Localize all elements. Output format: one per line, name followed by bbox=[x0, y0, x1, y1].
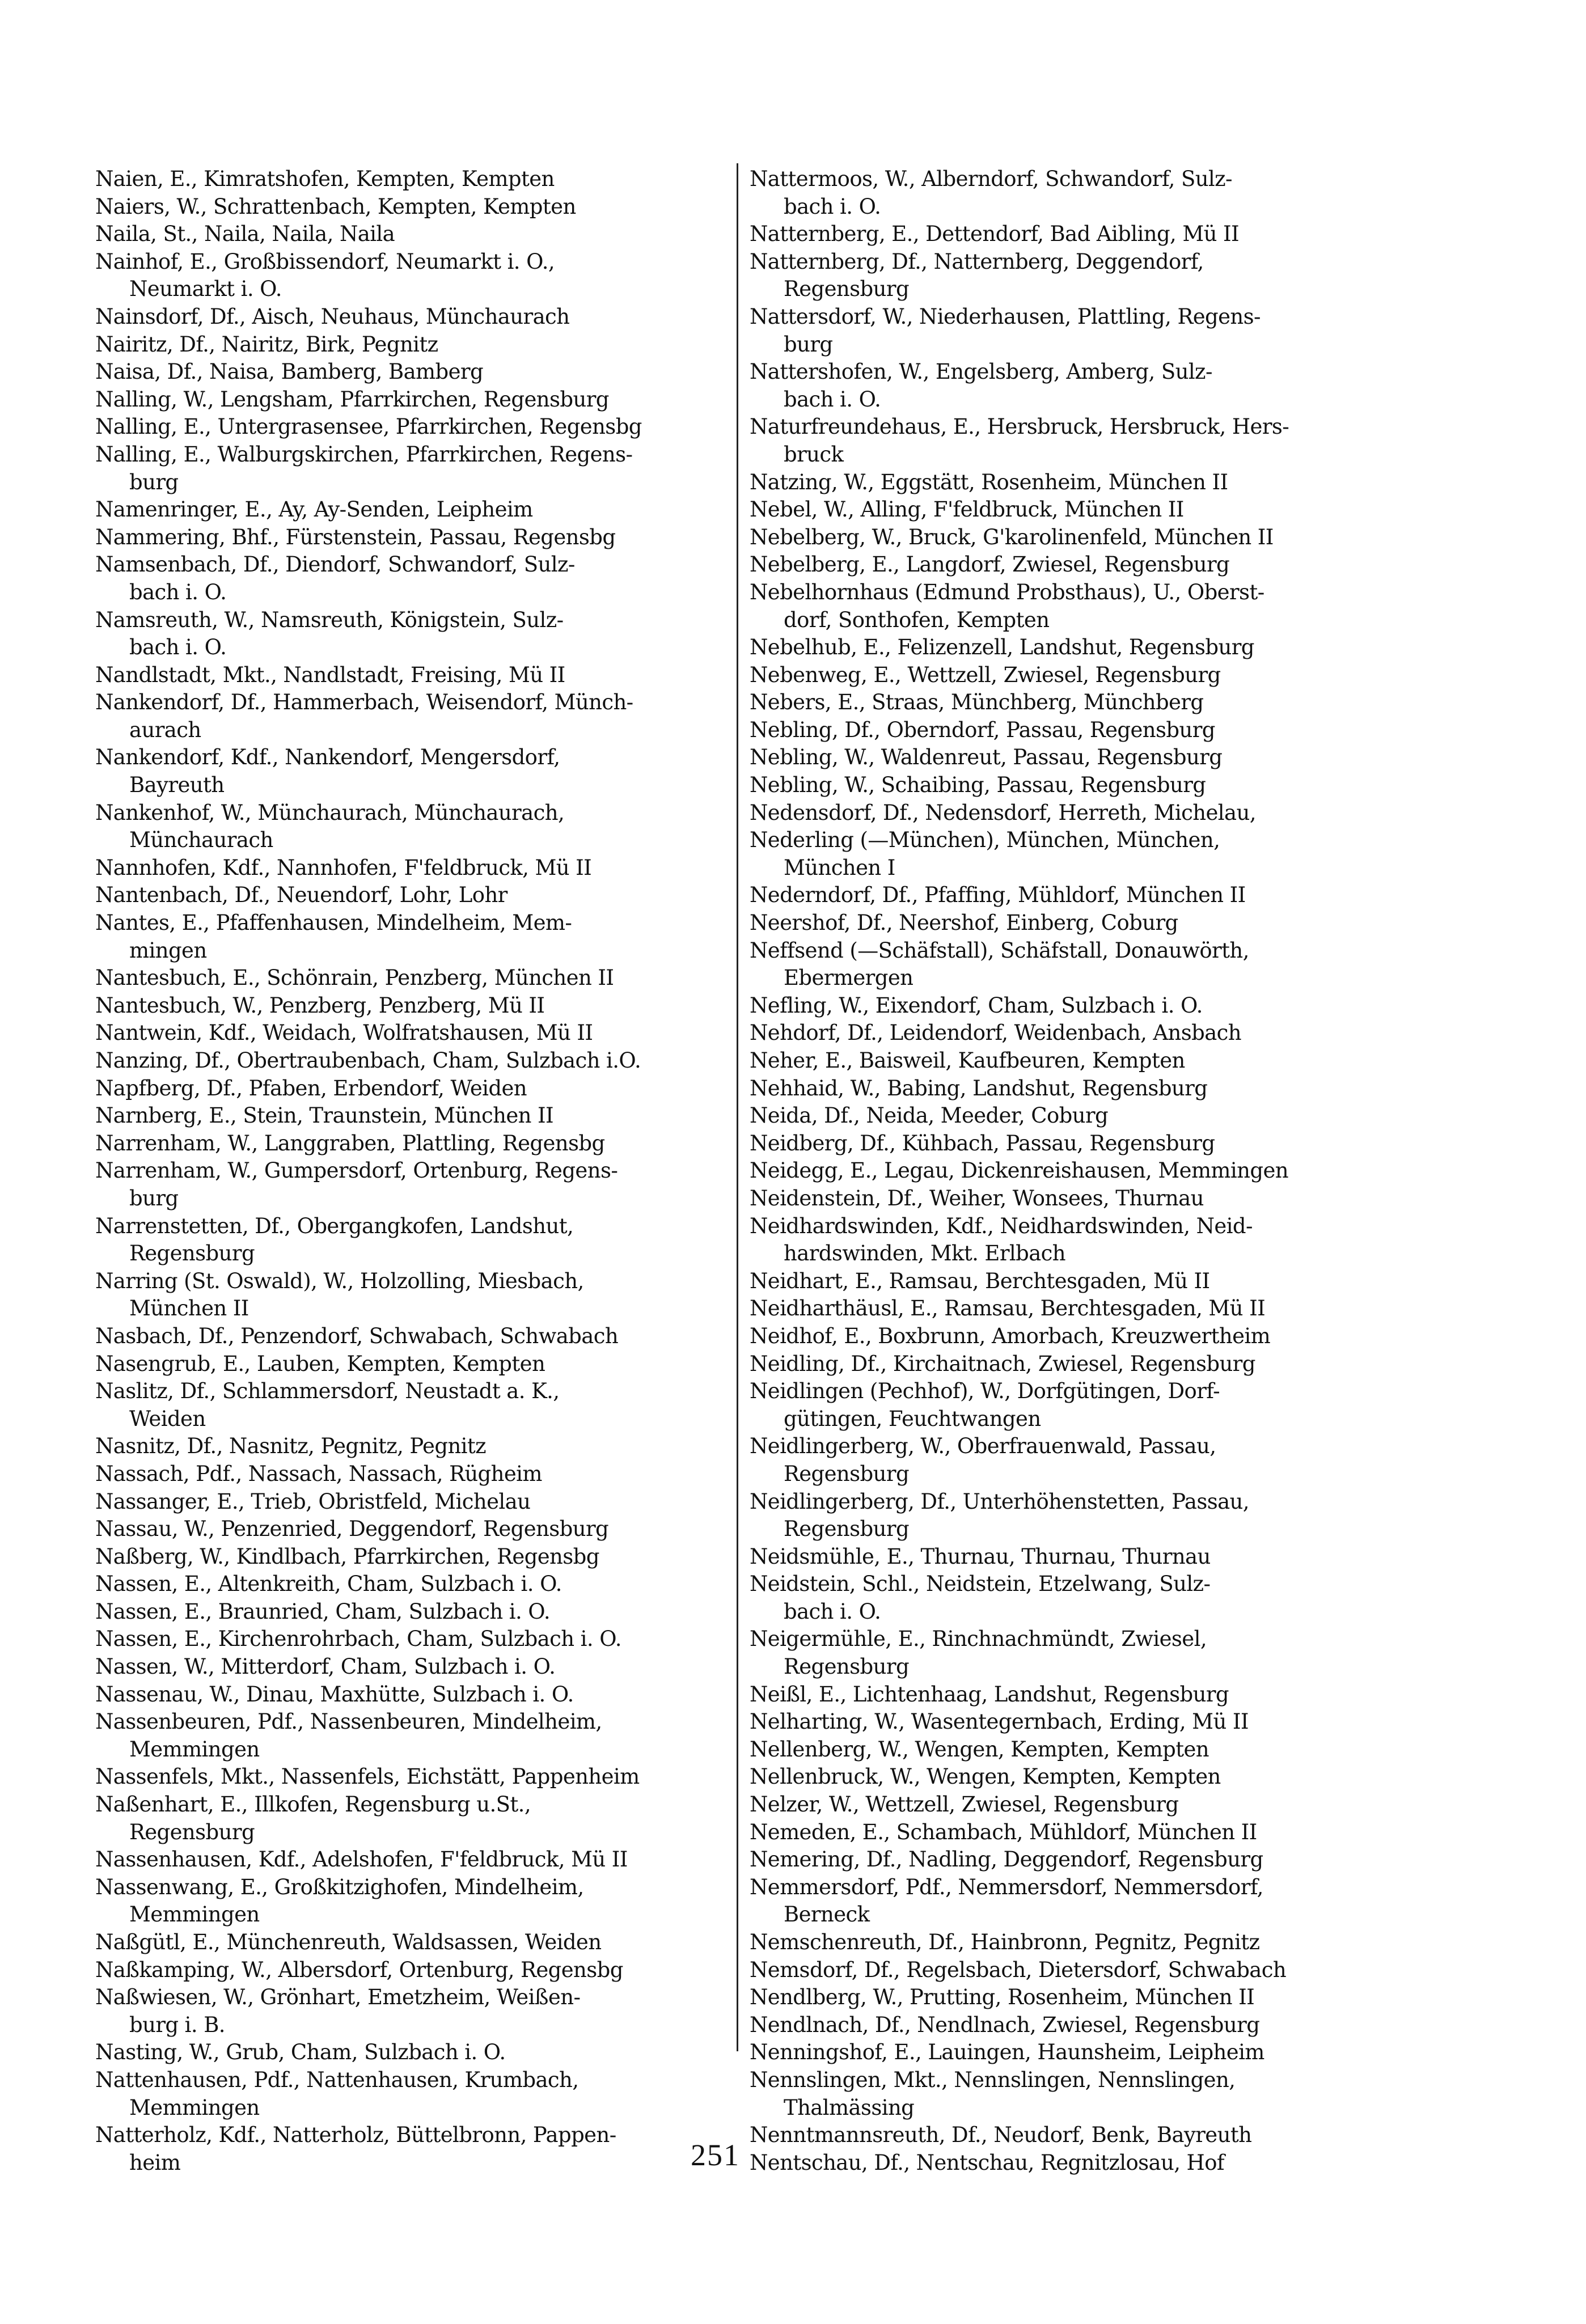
gazetteer-entry bbox=[750, 1323, 1481, 1351]
entry-continuation: Weiden bbox=[129, 1406, 206, 1431]
entry-text: Nellenbruck, W., Wengen, Kempten, Kempten bbox=[750, 1764, 1221, 1789]
column-divider bbox=[737, 163, 738, 2051]
entry-continuation: Ebermergen bbox=[784, 966, 913, 990]
entry-text: Natternberg, E., Dettendorf, Bad Aibling, Mü II bbox=[750, 222, 1240, 247]
gazetteer-entry bbox=[750, 882, 1481, 909]
gazetteer-entry bbox=[750, 1929, 1481, 1957]
gazetteer-entry bbox=[95, 358, 728, 386]
gazetteer-entry bbox=[95, 386, 728, 414]
entry-text: Nalling, E., Untergrasensee, Pfarrkirchen, Regensbg bbox=[95, 414, 642, 439]
page-number: 251 bbox=[691, 2138, 740, 2172]
entry-text: Nassanger, E., Trieb, Obristfeld, Michelau bbox=[95, 1489, 531, 1514]
gazetteer-entry bbox=[750, 1075, 1481, 1103]
entry-text: Natternberg, Df., Natternberg, Deggendorf, bbox=[750, 249, 1204, 274]
entry-text: Narrenham, W., Gumpersdorf, Ortenburg, Regens- bbox=[95, 1158, 618, 1183]
entry-text: Nassen, E., Altenkreith, Cham, Sulzbach i. O. bbox=[95, 1572, 562, 1597]
gazetteer-entry bbox=[750, 1488, 1481, 1543]
entry-text: Nainsdorf, Df., Aisch, Neuhaus, Münchaurach bbox=[95, 304, 570, 329]
gazetteer-entry bbox=[95, 551, 728, 606]
gazetteer-entry bbox=[750, 221, 1481, 248]
entry-continuation: München I bbox=[784, 855, 895, 880]
entry-continuation: Thalmässing bbox=[784, 2095, 915, 2120]
gazetteer-entry bbox=[750, 1268, 1481, 1296]
gazetteer-entry bbox=[95, 689, 728, 744]
gazetteer-entry bbox=[95, 992, 728, 1020]
entry-continuation: Regensburg bbox=[784, 1461, 910, 1486]
entry-text: Nemering, Df., Nadling, Deggendorf, Regensburg bbox=[750, 1847, 1263, 1872]
entry-text: Nairitz, Df., Nairitz, Birk, Pegnitz bbox=[95, 332, 438, 357]
entry-text: Nebelberg, W., Bruck, G'karolinenfeld, München II bbox=[750, 524, 1274, 549]
entry-text: Nassau, W., Penzenried, Deggendorf, Regensburg bbox=[95, 1517, 609, 1542]
entry-continuation: hardswinden, Mkt. Erlbach bbox=[784, 1241, 1066, 1266]
gazetteer-entry bbox=[95, 1461, 728, 1488]
entry-text: Nassenfels, Mkt., Nassenfels, Eichstätt, Pappenheim bbox=[95, 1764, 640, 1789]
gazetteer-entry bbox=[750, 1625, 1481, 1680]
entry-text: Neidlingen (Pechhof), W., Dorfgütingen, Dorf- bbox=[750, 1379, 1220, 1404]
gazetteer-entry bbox=[95, 331, 728, 359]
entry-text: Nalling, W., Lengsham, Pfarrkirchen, Regensburg bbox=[95, 387, 609, 412]
gazetteer-entry bbox=[750, 662, 1481, 689]
entry-text: Nasbach, Df., Penzendorf, Schwabach, Schwabach bbox=[95, 1323, 619, 1348]
entry-text: Nantwein, Kdf., Weidach, Wolfratshausen, Mü II bbox=[95, 1021, 593, 1045]
entry-text: Nattermoos, W., Alberndorf, Schwandorf, Sulz- bbox=[750, 167, 1232, 191]
entry-text: Nassen, E., Kirchenrohrbach, Cham, Sulzbach i. O. bbox=[95, 1627, 621, 1652]
entry-text: Neher, E., Baisweil, Kaufbeuren, Kempten bbox=[750, 1048, 1185, 1073]
entry-continuation: gütingen, Feuchtwangen bbox=[784, 1406, 1041, 1431]
entry-text: Nenningshof, E., Lauingen, Haunsheim, Leipheim bbox=[750, 2040, 1264, 2065]
gazetteer-entry bbox=[95, 607, 728, 662]
entry-text: Nebling, W., Waldenreut, Passau, Regensburg bbox=[750, 745, 1223, 770]
entry-text: Nassenwang, E., Großkitzighofen, Mindelheim, bbox=[95, 1874, 584, 1899]
entry-text: Naßkamping, W., Albersdorf, Ortenburg, Regensbg bbox=[95, 1957, 623, 1982]
entry-text: Nassen, E., Braunried, Cham, Sulzbach i. O. bbox=[95, 1599, 551, 1624]
entry-text: Nefling, W., Eixendorf, Cham, Sulzbach i. O. bbox=[750, 993, 1203, 1018]
gazetteer-entry bbox=[95, 1653, 728, 1681]
entry-text: Napfberg, Df., Pfaben, Erbendorf, Weiden bbox=[95, 1076, 527, 1100]
entry-text: Nankendorf, Df., Hammerbach, Weisendorf, Münch- bbox=[95, 690, 633, 715]
entry-text: Nelharting, W., Wasentegernbach, Erding, Mü II bbox=[750, 1709, 1249, 1734]
entry-text: Nammering, Bhf., Fürstenstein, Passau, Regensbg bbox=[95, 524, 616, 549]
entry-continuation: bach i. O. bbox=[129, 635, 227, 660]
entry-text: Nassenau, W., Dinau, Maxhütte, Sulzbach i. O. bbox=[95, 1682, 574, 1707]
gazetteer-entry bbox=[750, 1185, 1481, 1213]
gazetteer-entry bbox=[95, 524, 728, 552]
entry-continuation: bach i. O. bbox=[129, 579, 227, 604]
gazetteer-entry bbox=[750, 166, 1481, 221]
gazetteer-entry bbox=[95, 248, 728, 303]
gazetteer-entry bbox=[95, 1102, 728, 1130]
entry-text: Neidhardswinden, Kdf., Neidhardswinden, Neid- bbox=[750, 1213, 1253, 1238]
entry-text: Neidhof, E., Boxbrunn, Amorbach, Kreuzwertheim bbox=[750, 1323, 1271, 1348]
gazetteer-entry bbox=[750, 524, 1481, 552]
gazetteer-entry bbox=[95, 2067, 728, 2122]
entry-text: Neidstein, Schl., Neidstein, Etzelwang, Sulz- bbox=[750, 1572, 1211, 1597]
gazetteer-entry bbox=[95, 1323, 728, 1351]
gazetteer-entry bbox=[95, 1543, 728, 1571]
gazetteer-entry bbox=[750, 1351, 1481, 1378]
entry-continuation: Bayreuth bbox=[129, 773, 225, 798]
entry-continuation: bach i. O. bbox=[784, 1599, 881, 1624]
gazetteer-entry bbox=[95, 1681, 728, 1709]
entry-text: Nebelhub, E., Felizenzell, Landshut, Regensburg bbox=[750, 635, 1254, 660]
entry-continuation: burg bbox=[784, 332, 833, 357]
entry-text: Nasnitz, Df., Nasnitz, Pegnitz, Pegnitz bbox=[95, 1434, 487, 1459]
entry-text: Nasengrub, E., Lauben, Kempten, Kempten bbox=[95, 1351, 545, 1376]
entry-continuation: burg bbox=[129, 1186, 179, 1210]
entry-text: Nemmersdorf, Pdf., Nemmersdorf, Nemmersdorf, bbox=[750, 1874, 1263, 1899]
entry-text: Nebenweg, E., Wettzell, Zwiesel, Regensburg bbox=[750, 662, 1221, 687]
entry-text: Namsenbach, Df., Diendorf, Schwandorf, Sulz- bbox=[95, 552, 575, 577]
gazetteer-entry bbox=[95, 496, 728, 524]
gazetteer-entry bbox=[750, 551, 1481, 579]
gazetteer-entry bbox=[95, 1984, 728, 2039]
entry-continuation: München II bbox=[129, 1296, 249, 1321]
entry-text: Naien, E., Kimratshofen, Kempten, Kempten bbox=[95, 167, 555, 191]
gazetteer-entry bbox=[95, 744, 728, 799]
entry-text: Neidling, Df., Kirchaitnach, Zwiesel, Regensburg bbox=[750, 1351, 1255, 1376]
entry-text: Naturfreundehaus, E., Hersbruck, Hersbruck, Hers- bbox=[750, 414, 1289, 439]
gazetteer-entry bbox=[750, 909, 1481, 937]
gazetteer-entry bbox=[95, 166, 728, 193]
gazetteer-entry bbox=[95, 1488, 728, 1516]
entry-text: Nemschenreuth, Df., Hainbronn, Pegnitz, Pegnitz bbox=[750, 1930, 1260, 1954]
gazetteer-entry bbox=[750, 772, 1481, 799]
gazetteer-entry bbox=[95, 1846, 728, 1874]
gazetteer-entry bbox=[750, 717, 1481, 744]
gazetteer-entry bbox=[750, 1571, 1481, 1625]
gazetteer-entry bbox=[95, 1019, 728, 1047]
entry-text: Nasting, W., Grub, Cham, Sulzbach i. O. bbox=[95, 2040, 506, 2065]
gazetteer-entry bbox=[95, 1957, 728, 1984]
gazetteer-entry bbox=[95, 964, 728, 992]
gazetteer-entry bbox=[95, 854, 728, 882]
entry-continuation: Berneck bbox=[784, 1902, 870, 1927]
entry-text: Naßberg, W., Kindlbach, Pfarrkirchen, Regensbg bbox=[95, 1544, 599, 1569]
gazetteer-entry bbox=[95, 1571, 728, 1598]
entry-text: Natzing, W., Eggstätt, Rosenheim, München II bbox=[750, 469, 1228, 494]
entry-text: Neidberg, Df., Kühbach, Passau, Regensburg bbox=[750, 1131, 1215, 1155]
gazetteer-entry bbox=[750, 1378, 1481, 1433]
gazetteer-entry bbox=[750, 1047, 1481, 1075]
entry-text: Nantesbuch, E., Schönrain, Penzberg, München II bbox=[95, 966, 614, 990]
entry-text: Nendlberg, W., Prutting, Rosenheim, München II bbox=[750, 1985, 1255, 2010]
gazetteer-entry bbox=[750, 1819, 1481, 1847]
entry-continuation: Memmingen bbox=[129, 1737, 260, 1762]
gazetteer-entry bbox=[750, 1295, 1481, 1323]
entry-text: Nemeden, E., Schambach, Mühldorf, München II bbox=[750, 1819, 1257, 1844]
gazetteer-entry bbox=[750, 579, 1481, 634]
entry-text: Neershof, Df., Neershof, Einberg, Coburg bbox=[750, 911, 1178, 935]
entry-text: Namsreuth, W., Namsreuth, Königstein, Sulz- bbox=[95, 607, 564, 632]
entry-text: Narring (St. Oswald), W., Holzolling, Miesbach, bbox=[95, 1268, 584, 1293]
entry-text: Nederling (—München), München, München, bbox=[750, 828, 1220, 853]
gazetteer-entry bbox=[95, 441, 728, 496]
entry-text: Nattersdorf, W., Niederhausen, Plattling, Regens- bbox=[750, 304, 1261, 329]
left-column bbox=[95, 166, 728, 2177]
entry-continuation: bach i. O. bbox=[784, 194, 881, 219]
gazetteer-entry bbox=[750, 2122, 1481, 2149]
entry-continuation: aurach bbox=[129, 717, 201, 742]
gazetteer-entry bbox=[750, 937, 1481, 992]
gazetteer-entry bbox=[95, 1433, 728, 1461]
entry-text: Naisa, Df., Naisa, Bamberg, Bamberg bbox=[95, 359, 484, 384]
gazetteer-entry bbox=[750, 358, 1481, 413]
entry-text: Narrenham, W., Langgraben, Plattling, Regensbg bbox=[95, 1131, 605, 1155]
entry-text: Naßenhart, E., Illkofen, Regensburg u.St., bbox=[95, 1792, 531, 1817]
entry-text: Neidharthäusl, E., Ramsau, Berchtesgaden, Mü II bbox=[750, 1296, 1266, 1321]
gazetteer-entry bbox=[750, 1157, 1481, 1185]
entry-text: Nederndorf, Df., Pfaffing, Mühldorf, München II bbox=[750, 883, 1246, 908]
entry-continuation: bach i. O. bbox=[784, 387, 881, 412]
entry-text: Nedensdorf, Df., Nedensdorf, Herreth, Michelau, bbox=[750, 800, 1256, 825]
gazetteer-entry bbox=[95, 1708, 728, 1763]
entry-text: Nentschau, Df., Nentschau, Regnitzlosau, Hof bbox=[750, 2150, 1224, 2175]
entry-text: Nantenbach, Df., Neuendorf, Lohr, Lohr bbox=[95, 883, 507, 908]
gazetteer-entry bbox=[95, 1625, 728, 1653]
gazetteer-entry bbox=[95, 1598, 728, 1626]
entry-text: Nebelhornhaus (Edmund Probsthaus), U., Oberst- bbox=[750, 579, 1264, 604]
gazetteer-entry bbox=[95, 193, 728, 221]
gazetteer-entry bbox=[750, 799, 1481, 827]
gazetteer-entry bbox=[750, 1102, 1481, 1130]
entry-text: Nattenhausen, Pdf., Nattenhausen, Krumbach, bbox=[95, 2067, 579, 2092]
gazetteer-entry bbox=[750, 1543, 1481, 1571]
gazetteer-entry bbox=[750, 248, 1481, 303]
entry-continuation: Neumarkt i. O. bbox=[129, 277, 282, 302]
entry-text: Nannhofen, Kdf., Nannhofen, F'feldbruck, Mü II bbox=[95, 855, 592, 880]
gazetteer-entry bbox=[95, 1130, 728, 1158]
gazetteer-entry bbox=[750, 1846, 1481, 1874]
gazetteer-entry bbox=[95, 2122, 728, 2177]
gazetteer-entry bbox=[750, 1213, 1481, 1268]
gazetteer-entry bbox=[750, 469, 1481, 497]
entry-text: Nantes, E., Pfaffenhausen, Mindelheim, Mem- bbox=[95, 911, 572, 935]
gazetteer-entry bbox=[750, 634, 1481, 662]
gazetteer-entry bbox=[750, 2149, 1481, 2177]
entry-continuation: Regensburg bbox=[129, 1819, 255, 1844]
entry-text: Nenntmannsreuth, Df., Neudorf, Benk, Bayreuth bbox=[750, 2123, 1252, 2148]
entry-continuation: Regensburg bbox=[784, 1517, 910, 1542]
entry-text: Neffsend (—Schäfstall), Schäfstall, Donauwörth, bbox=[750, 938, 1249, 963]
gazetteer-entry bbox=[750, 992, 1481, 1020]
gazetteer-entry bbox=[95, 909, 728, 964]
gazetteer-entry bbox=[95, 1047, 728, 1075]
gazetteer-entry bbox=[95, 799, 728, 854]
gazetteer-entry bbox=[95, 1351, 728, 1378]
entry-continuation: Münchaurach bbox=[129, 828, 273, 853]
gazetteer-entry bbox=[95, 413, 728, 441]
entry-continuation: mingen bbox=[129, 938, 207, 963]
gazetteer-entry bbox=[750, 2039, 1481, 2067]
entry-text: Nandlstadt, Mkt., Nandlstadt, Freising, Mü II bbox=[95, 662, 565, 687]
entry-text: Neidenstein, Df., Weiher, Wonsees, Thurnau bbox=[750, 1186, 1204, 1210]
gazetteer-entry bbox=[95, 882, 728, 909]
entry-text: Neidsmühle, E., Thurnau, Thurnau, Thurnau bbox=[750, 1544, 1211, 1569]
entry-text: Nanzing, Df., Obertraubenbach, Cham, Sulzbach i.O. bbox=[95, 1048, 641, 1073]
gazetteer-entry bbox=[750, 1874, 1481, 1929]
gazetteer-entry bbox=[95, 1929, 728, 1957]
entry-text: Nassenbeuren, Pdf., Nassenbeuren, Mindelheim, bbox=[95, 1709, 602, 1734]
entry-continuation: burg bbox=[129, 469, 179, 494]
gazetteer-entry bbox=[750, 2012, 1481, 2039]
entry-text: Neidegg, E., Legau, Dickenreishausen, Memmingen bbox=[750, 1158, 1288, 1183]
entry-continuation: heim bbox=[129, 2150, 181, 2175]
entry-continuation: dorf, Sonthofen, Kempten bbox=[784, 607, 1050, 632]
entry-text: Naßwiesen, W., Grönhart, Emetzheim, Weißen- bbox=[95, 1985, 581, 2010]
entry-text: Naßgütl, E., Münchenreuth, Waldsassen, Weiden bbox=[95, 1930, 602, 1954]
entry-text: Naslitz, Df., Schlammersdorf, Neustadt a. K., bbox=[95, 1379, 560, 1404]
gazetteer-entry bbox=[750, 496, 1481, 524]
gazetteer-entry bbox=[750, 303, 1481, 358]
gazetteer-entry bbox=[750, 1984, 1481, 2012]
gazetteer-entry bbox=[95, 1157, 728, 1212]
right-column bbox=[750, 166, 1481, 2177]
entry-text: Narnberg, E., Stein, Traunstein, München II bbox=[95, 1103, 554, 1128]
entry-text: Nassach, Pdf., Nassach, Nassach, Rügheim bbox=[95, 1461, 542, 1486]
gazetteer-entry bbox=[95, 1268, 728, 1323]
entry-text: Namenringer, E., Ay, Ay-Senden, Leipheim bbox=[95, 497, 533, 522]
entry-text: Neidlingerberg, Df., Unterhöhenstetten, Passau, bbox=[750, 1489, 1249, 1514]
gazetteer-entry bbox=[750, 1763, 1481, 1791]
entry-text: Neidhart, E., Ramsau, Berchtesgaden, Mü II bbox=[750, 1268, 1210, 1293]
entry-text: Nantesbuch, W., Penzberg, Penzberg, Mü II bbox=[95, 993, 545, 1018]
gazetteer-entry bbox=[750, 1681, 1481, 1709]
entry-text: Nebel, W., Alling, F'feldbruck, München II bbox=[750, 497, 1184, 522]
entry-text: Narrenstetten, Df., Obergangkofen, Landshut, bbox=[95, 1213, 574, 1238]
gazetteer-entry bbox=[750, 1130, 1481, 1158]
entry-continuation: Memmingen bbox=[129, 1902, 260, 1927]
entry-text: Nehhaid, W., Babing, Landshut, Regensburg bbox=[750, 1076, 1208, 1100]
entry-text: Nattershofen, W., Engelsberg, Amberg, Sulz- bbox=[750, 359, 1212, 384]
entry-text: Nellenberg, W., Wengen, Kempten, Kempten bbox=[750, 1737, 1209, 1762]
gazetteer-entry bbox=[95, 662, 728, 689]
entry-continuation: Regensburg bbox=[784, 277, 910, 302]
gazetteer-entry bbox=[95, 1791, 728, 1846]
gazetteer-entry bbox=[750, 413, 1481, 468]
entry-continuation: Regensburg bbox=[129, 1241, 255, 1266]
gazetteer-entry bbox=[750, 689, 1481, 717]
entry-text: Nainhof, E., Großbissendorf, Neumarkt i. O., bbox=[95, 249, 555, 274]
entry-continuation: Regensburg bbox=[784, 1654, 910, 1679]
gazetteer-entry bbox=[95, 1874, 728, 1929]
gazetteer-entry bbox=[95, 1516, 728, 1543]
entry-text: Nebelberg, E., Langdorf, Zwiesel, Regensburg bbox=[750, 552, 1230, 577]
entry-text: Nebers, E., Straas, Münchberg, Münchberg bbox=[750, 690, 1204, 715]
entry-text: Nebling, W., Schaibing, Passau, Regensburg bbox=[750, 773, 1206, 798]
entry-text: Nelzer, W., Wettzell, Zwiesel, Regensburg bbox=[750, 1792, 1179, 1817]
gazetteer-entry bbox=[95, 1075, 728, 1103]
entry-text: Nankenhof, W., Münchaurach, Münchaurach, bbox=[95, 800, 565, 825]
gazetteer-entry bbox=[750, 1736, 1481, 1764]
gazetteer-entry bbox=[750, 1019, 1481, 1047]
entry-text: Nemsdorf, Df., Regelsbach, Dietersdorf, Schwabach bbox=[750, 1957, 1287, 1982]
gazetteer-entry bbox=[750, 744, 1481, 772]
gazetteer-entry bbox=[95, 2039, 728, 2067]
entry-text: Naila, St., Naila, Naila, Naila bbox=[95, 222, 395, 247]
gazetteer-entry bbox=[95, 1763, 728, 1791]
gazetteer-entry bbox=[750, 1433, 1481, 1488]
gazetteer-entry bbox=[750, 2067, 1481, 2122]
entry-text: Neißl, E., Lichtenhaag, Landshut, Regensburg bbox=[750, 1682, 1229, 1707]
gazetteer-entry bbox=[750, 1791, 1481, 1819]
gazetteer-entry bbox=[750, 1708, 1481, 1736]
gazetteer-entry bbox=[95, 221, 728, 248]
entry-text: Nehdorf, Df., Leidendorf, Weidenbach, Ansbach bbox=[750, 1021, 1242, 1045]
gazetteer-entry bbox=[95, 1213, 728, 1268]
gazetteer-entry bbox=[95, 1378, 728, 1433]
entry-text: Nendlnach, Df., Nendlnach, Zwiesel, Regensburg bbox=[750, 2012, 1260, 2037]
gazetteer-entry bbox=[750, 1957, 1481, 1984]
entry-text: Neigermühle, E., Rinchnachmündt, Zwiesel, bbox=[750, 1627, 1207, 1652]
entry-text: Naiers, W., Schrattenbach, Kempten, Kempten bbox=[95, 194, 576, 219]
entry-text: Nennslingen, Mkt., Nennslingen, Nennslingen, bbox=[750, 2067, 1236, 2092]
entry-text: Neidlingerberg, W., Oberfrauenwald, Passau, bbox=[750, 1434, 1216, 1459]
entry-text: Nalling, E., Walburgskirchen, Pfarrkirchen, Regens- bbox=[95, 442, 633, 467]
entry-continuation: Memmingen bbox=[129, 2095, 260, 2120]
entry-text: Natterholz, Kdf., Natterholz, Büttelbronn, Pappen- bbox=[95, 2123, 616, 2148]
entry-continuation: bruck bbox=[784, 442, 844, 467]
entry-text: Nebling, Df., Oberndorf, Passau, Regensburg bbox=[750, 717, 1215, 742]
entry-text: Nankendorf, Kdf., Nankendorf, Mengersdorf, bbox=[95, 745, 560, 770]
gazetteer-entry bbox=[750, 827, 1481, 882]
gazetteer-entry bbox=[95, 303, 728, 331]
entry-continuation: burg i. B. bbox=[129, 2012, 225, 2037]
entry-text: Neida, Df., Neida, Meeder, Coburg bbox=[750, 1103, 1109, 1128]
entry-text: Nassen, W., Mitterdorf, Cham, Sulzbach i. O. bbox=[95, 1654, 556, 1679]
entry-text: Nassenhausen, Kdf., Adelshofen, F'feldbruck, Mü II bbox=[95, 1847, 628, 1872]
